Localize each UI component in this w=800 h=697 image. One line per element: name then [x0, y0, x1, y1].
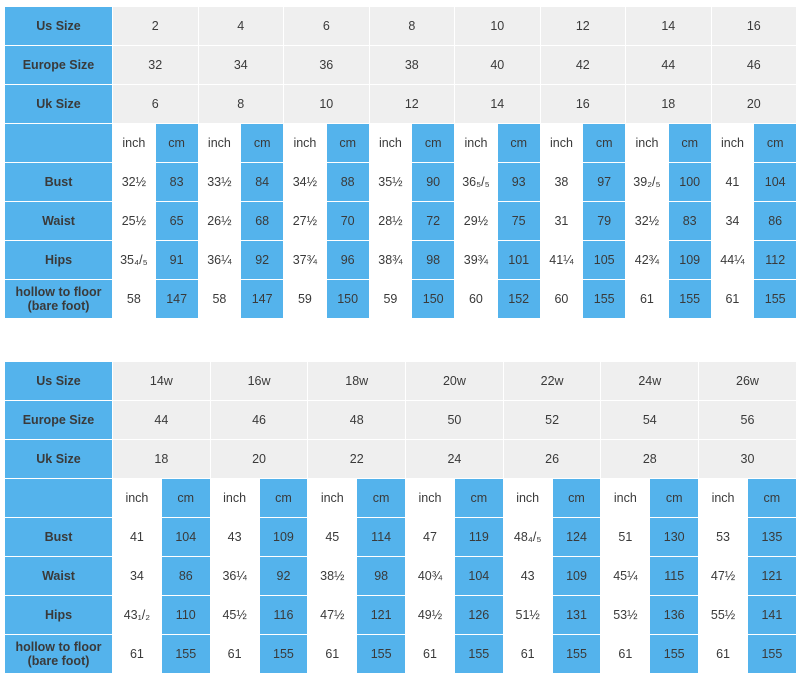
cell-europe-size-0: 32 [113, 46, 199, 85]
cell-hips-plus-2: 45½ [210, 596, 259, 635]
cell-bust-plus-9: 124 [552, 518, 601, 557]
cell-uk-size-plus-5: 28 [601, 440, 699, 479]
cell-uk-size-4: 14 [455, 85, 541, 124]
cell-bust-0: 32½ [113, 163, 156, 202]
cell-unit-plus-11: cm [650, 479, 699, 518]
cell-bust-plus-1: 104 [161, 518, 210, 557]
cell-hollow-3: 147 [241, 280, 284, 319]
cell-waist-plus-13: 121 [747, 557, 796, 596]
cell-hollow-plus-2: 61 [210, 635, 259, 674]
cell-us-size-7: 16 [711, 7, 797, 46]
table-row-europe-size [5, 46, 797, 85]
cell-hollow-8: 60 [455, 280, 498, 319]
cell-hips-plus-12: 55½ [699, 596, 748, 635]
cell-uk-size-plus-2: 22 [308, 440, 406, 479]
row-label-bust: Bust [5, 163, 113, 202]
cell-bust-plus-6: 47 [406, 518, 455, 557]
cell-europe-size-5: 42 [540, 46, 626, 85]
cell-europe-size-plus-2: 48 [308, 401, 406, 440]
row-label-waist: Waist [5, 202, 113, 241]
cell-waist-plus-7: 104 [454, 557, 503, 596]
hollow-label-line1: hollow to floor [15, 284, 102, 299]
cell-waist-plus-10: 45¼ [601, 557, 650, 596]
table-row-hips-plus [5, 596, 797, 635]
cell-bust-3: 84 [241, 163, 284, 202]
cell-bust-plus-0: 41 [113, 518, 162, 557]
cell-hips-2: 36¼ [198, 241, 241, 280]
cell-hips-0: 35₄/₅ [113, 241, 156, 280]
cell-bust-2: 33½ [198, 163, 241, 202]
cell-waist-plus-0: 34 [113, 557, 162, 596]
cell-unit-plus-6: inch [406, 479, 455, 518]
cell-hips-12: 42¾ [626, 241, 669, 280]
table-row-units [5, 124, 797, 163]
cell-unit-13: cm [668, 124, 711, 163]
cell-unit-9: cm [497, 124, 540, 163]
cell-uk-size-1: 8 [198, 85, 284, 124]
cell-hollow-plus-0: 61 [113, 635, 162, 674]
cell-us-size-plus-4: 22w [503, 362, 601, 401]
cell-waist-8: 29½ [455, 202, 498, 241]
cell-hollow-12: 61 [626, 280, 669, 319]
cell-unit-7: cm [412, 124, 455, 163]
row-label-hollow-to-floor [5, 280, 113, 319]
cell-waist-3: 68 [241, 202, 284, 241]
table-row-hollow-to-floor-plus [5, 635, 797, 674]
plus-size-chart-table [4, 361, 797, 674]
cell-unit-plus-7: cm [454, 479, 503, 518]
cell-unit-6: inch [369, 124, 412, 163]
hollow-label-line2: (bare foot) [27, 299, 90, 313]
cell-hips-plus-10: 53½ [601, 596, 650, 635]
cell-us-size-0: 2 [113, 7, 199, 46]
cell-hollow-0: 58 [113, 280, 156, 319]
cell-bust-plus-2: 43 [210, 518, 259, 557]
cell-uk-size-plus-6: 30 [699, 440, 797, 479]
cell-bust-plus-5: 114 [357, 518, 406, 557]
cell-bust-plus-8: 48₄/₅ [503, 518, 552, 557]
cell-hollow-9: 152 [497, 280, 540, 319]
cell-unit-plus-4: inch [308, 479, 357, 518]
cell-europe-size-plus-6: 56 [699, 401, 797, 440]
table-row-europe-size-plus [5, 401, 797, 440]
cell-us-size-plus-3: 20w [406, 362, 504, 401]
cell-us-size-1: 4 [198, 7, 284, 46]
cell-hollow-15: 155 [754, 280, 797, 319]
cell-us-size-6: 14 [626, 7, 712, 46]
cell-hips-9: 101 [497, 241, 540, 280]
cell-hips-7: 98 [412, 241, 455, 280]
cell-hollow-11: 155 [583, 280, 626, 319]
cell-europe-size-1: 34 [198, 46, 284, 85]
cell-waist-plus-4: 38½ [308, 557, 357, 596]
cell-hollow-plus-1: 155 [161, 635, 210, 674]
cell-hollow-plus-5: 155 [357, 635, 406, 674]
cell-unit-11: cm [583, 124, 626, 163]
cell-unit-8: inch [455, 124, 498, 163]
cell-waist-14: 34 [711, 202, 754, 241]
cell-hollow-2: 58 [198, 280, 241, 319]
cell-bust-1: 83 [155, 163, 198, 202]
cell-waist-2: 26½ [198, 202, 241, 241]
row-label-bust-plus: Bust [5, 518, 113, 557]
cell-waist-plus-12: 47½ [699, 557, 748, 596]
cell-hips-plus-11: 136 [650, 596, 699, 635]
cell-hips-6: 38¾ [369, 241, 412, 280]
cell-bust-10: 38 [540, 163, 583, 202]
cell-hollow-plus-12: 61 [699, 635, 748, 674]
cell-bust-plus-7: 119 [454, 518, 503, 557]
cell-uk-size-2: 10 [284, 85, 370, 124]
cell-uk-size-3: 12 [369, 85, 455, 124]
cell-waist-10: 31 [540, 202, 583, 241]
cell-unit-0: inch [113, 124, 156, 163]
cell-hollow-7: 150 [412, 280, 455, 319]
cell-us-size-4: 10 [455, 7, 541, 46]
cell-europe-size-2: 36 [284, 46, 370, 85]
cell-waist-plus-9: 109 [552, 557, 601, 596]
cell-hollow-4: 59 [284, 280, 327, 319]
cell-hips-14: 44¼ [711, 241, 754, 280]
cell-uk-size-6: 18 [626, 85, 712, 124]
cell-unit-plus-1: cm [161, 479, 210, 518]
cell-hips-13: 109 [668, 241, 711, 280]
cell-unit-plus-13: cm [747, 479, 796, 518]
cell-unit-plus-8: inch [503, 479, 552, 518]
cell-hips-11: 105 [583, 241, 626, 280]
cell-us-size-plus-0: 14w [113, 362, 211, 401]
cell-hips-plus-9: 131 [552, 596, 601, 635]
cell-uk-size-0: 6 [113, 85, 199, 124]
cell-waist-11: 79 [583, 202, 626, 241]
cell-unit-12: inch [626, 124, 669, 163]
cell-europe-size-6: 44 [626, 46, 712, 85]
row-label-hips: Hips [5, 241, 113, 280]
cell-hollow-plus-7: 155 [454, 635, 503, 674]
row-label-hips-plus: Hips [5, 596, 113, 635]
cell-hips-3: 92 [241, 241, 284, 280]
cell-europe-size-plus-0: 44 [113, 401, 211, 440]
cell-us-size-plus-1: 16w [210, 362, 308, 401]
cell-hips-plus-4: 47½ [308, 596, 357, 635]
cell-hips-plus-13: 141 [747, 596, 796, 635]
cell-bust-plus-10: 51 [601, 518, 650, 557]
table-row-us-size-plus [5, 362, 797, 401]
cell-europe-size-plus-3: 50 [406, 401, 504, 440]
cell-waist-1: 65 [155, 202, 198, 241]
row-label-hollow-to-floor-plus [5, 635, 113, 674]
cell-europe-size-plus-1: 46 [210, 401, 308, 440]
cell-hollow-plus-13: 155 [747, 635, 796, 674]
cell-unit-3: cm [241, 124, 284, 163]
cell-uk-size-5: 16 [540, 85, 626, 124]
table-row-uk-size-plus [5, 440, 797, 479]
cell-unit-plus-5: cm [357, 479, 406, 518]
table-row-us-size [5, 7, 797, 46]
cell-hollow-plus-9: 155 [552, 635, 601, 674]
cell-uk-size-7: 20 [711, 85, 797, 124]
row-label-europe-size-plus: Europe Size [5, 401, 113, 440]
cell-hollow-1: 147 [155, 280, 198, 319]
cell-waist-plus-8: 43 [503, 557, 552, 596]
cell-bust-9: 93 [497, 163, 540, 202]
cell-hollow-plus-6: 61 [406, 635, 455, 674]
cell-bust-14: 41 [711, 163, 754, 202]
cell-hips-10: 41¼ [540, 241, 583, 280]
cell-hips-5: 96 [326, 241, 369, 280]
cell-hips-15: 112 [754, 241, 797, 280]
cell-unit-plus-10: inch [601, 479, 650, 518]
cell-hollow-plus-11: 155 [650, 635, 699, 674]
cell-hips-plus-0: 43₁/₂ [113, 596, 162, 635]
table-row-waist [5, 202, 797, 241]
cell-uk-size-plus-0: 18 [113, 440, 211, 479]
cell-hips-1: 91 [155, 241, 198, 280]
cell-bust-5: 88 [326, 163, 369, 202]
cell-unit-1: cm [155, 124, 198, 163]
cell-hips-4: 37¾ [284, 241, 327, 280]
cell-unit-plus-2: inch [210, 479, 259, 518]
cell-hollow-14: 61 [711, 280, 754, 319]
cell-unit-14: inch [711, 124, 754, 163]
cell-hollow-plus-10: 61 [601, 635, 650, 674]
table-row-bust-plus [5, 518, 797, 557]
cell-waist-plus-11: 115 [650, 557, 699, 596]
cell-hollow-plus-3: 155 [259, 635, 308, 674]
cell-unit-2: inch [198, 124, 241, 163]
cell-europe-size-plus-4: 52 [503, 401, 601, 440]
cell-unit-plus-0: inch [113, 479, 162, 518]
cell-bust-11: 97 [583, 163, 626, 202]
cell-waist-12: 32½ [626, 202, 669, 241]
cell-waist-plus-2: 36¼ [210, 557, 259, 596]
table-row-uk-size [5, 85, 797, 124]
row-label-us-size-plus: Us Size [5, 362, 113, 401]
cell-hips-8: 39¾ [455, 241, 498, 280]
cell-waist-plus-3: 92 [259, 557, 308, 596]
row-label-units [5, 124, 113, 163]
cell-bust-15: 104 [754, 163, 797, 202]
cell-bust-13: 100 [668, 163, 711, 202]
cell-waist-9: 75 [497, 202, 540, 241]
row-label-us-size: Us Size [5, 7, 113, 46]
hollow-label-plus-line1: hollow to floor [15, 639, 102, 654]
cell-waist-7: 72 [412, 202, 455, 241]
row-label-uk-size: Uk Size [5, 85, 113, 124]
table-row-hollow-to-floor [5, 280, 797, 319]
table-separator [4, 319, 796, 361]
hollow-label-plus-line2: (bare foot) [27, 654, 90, 668]
cell-europe-size-7: 46 [711, 46, 797, 85]
cell-bust-plus-4: 45 [308, 518, 357, 557]
cell-uk-size-plus-3: 24 [406, 440, 504, 479]
row-label-waist-plus: Waist [5, 557, 113, 596]
cell-unit-plus-12: inch [699, 479, 748, 518]
cell-hollow-13: 155 [668, 280, 711, 319]
cell-hollow-6: 59 [369, 280, 412, 319]
cell-waist-plus-1: 86 [161, 557, 210, 596]
cell-unit-10: inch [540, 124, 583, 163]
cell-unit-plus-9: cm [552, 479, 601, 518]
cell-waist-plus-5: 98 [357, 557, 406, 596]
cell-waist-13: 83 [668, 202, 711, 241]
cell-bust-plus-11: 130 [650, 518, 699, 557]
cell-waist-6: 28½ [369, 202, 412, 241]
table-row-bust [5, 163, 797, 202]
cell-bust-4: 34½ [284, 163, 327, 202]
cell-hollow-5: 150 [326, 280, 369, 319]
cell-uk-size-plus-1: 20 [210, 440, 308, 479]
row-label-units-plus [5, 479, 113, 518]
cell-bust-12: 39₂/₅ [626, 163, 669, 202]
cell-hips-plus-8: 51½ [503, 596, 552, 635]
cell-us-size-plus-2: 18w [308, 362, 406, 401]
table-row-hips [5, 241, 797, 280]
row-label-uk-size-plus: Uk Size [5, 440, 113, 479]
cell-waist-4: 27½ [284, 202, 327, 241]
cell-unit-4: inch [284, 124, 327, 163]
cell-europe-size-3: 38 [369, 46, 455, 85]
cell-us-size-plus-5: 24w [601, 362, 699, 401]
cell-hollow-10: 60 [540, 280, 583, 319]
cell-hollow-plus-4: 61 [308, 635, 357, 674]
row-label-europe-size: Europe Size [5, 46, 113, 85]
cell-hollow-plus-8: 61 [503, 635, 552, 674]
cell-us-size-3: 8 [369, 7, 455, 46]
cell-unit-15: cm [754, 124, 797, 163]
cell-hips-plus-7: 126 [454, 596, 503, 635]
cell-unit-5: cm [326, 124, 369, 163]
table-row-units-plus [5, 479, 797, 518]
cell-europe-size-4: 40 [455, 46, 541, 85]
cell-bust-plus-13: 135 [747, 518, 796, 557]
cell-bust-8: 36₅/₅ [455, 163, 498, 202]
cell-hips-plus-3: 116 [259, 596, 308, 635]
cell-unit-plus-3: cm [259, 479, 308, 518]
cell-waist-5: 70 [326, 202, 369, 241]
cell-bust-7: 90 [412, 163, 455, 202]
cell-europe-size-plus-5: 54 [601, 401, 699, 440]
cell-bust-6: 35½ [369, 163, 412, 202]
cell-bust-plus-3: 109 [259, 518, 308, 557]
cell-hips-plus-5: 121 [357, 596, 406, 635]
cell-us-size-2: 6 [284, 7, 370, 46]
cell-hips-plus-1: 110 [161, 596, 210, 635]
cell-waist-plus-6: 40¾ [406, 557, 455, 596]
cell-waist-0: 25½ [113, 202, 156, 241]
cell-bust-plus-12: 53 [699, 518, 748, 557]
cell-waist-15: 86 [754, 202, 797, 241]
cell-hips-plus-6: 49½ [406, 596, 455, 635]
cell-uk-size-plus-4: 26 [503, 440, 601, 479]
cell-us-size-5: 12 [540, 7, 626, 46]
regular-size-chart-table [4, 6, 797, 319]
cell-us-size-plus-6: 26w [699, 362, 797, 401]
table-row-waist-plus [5, 557, 797, 596]
